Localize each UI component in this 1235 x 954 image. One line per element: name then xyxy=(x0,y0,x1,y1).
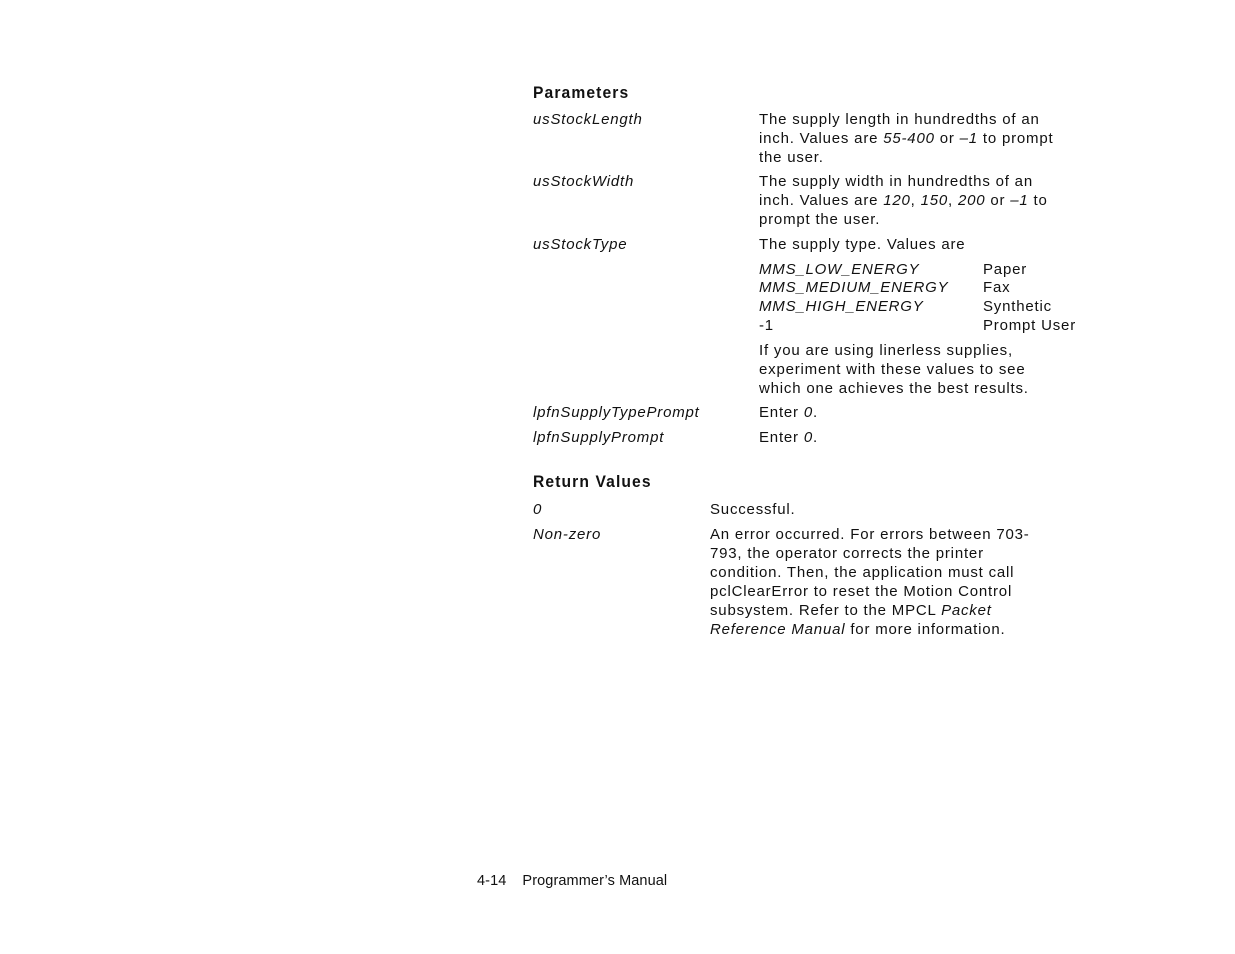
desc-text: to prompt xyxy=(977,130,1054,147)
value-option: 0 xyxy=(803,404,813,421)
desc-text: , xyxy=(910,192,921,209)
desc-text: for more information. xyxy=(845,621,1006,638)
value-option: 150 xyxy=(920,192,949,209)
param-desc-usstocklength xyxy=(759,110,1099,167)
desc-text: . xyxy=(812,404,818,421)
desc-line: pclClearError to reset the Motion Control xyxy=(710,583,1013,600)
value-option: 200 xyxy=(957,192,986,209)
manual-name: Programmer’s Manual xyxy=(522,873,668,889)
desc-line xyxy=(759,191,1099,210)
note-line: which one achieves the best results. xyxy=(759,380,1029,397)
desc-text: inch. Values are xyxy=(759,192,884,209)
note-line: experiment with these values to see xyxy=(759,361,1026,378)
parameters-heading: Parameters xyxy=(533,83,630,102)
value-option: 0 xyxy=(803,429,813,446)
return-desc-zero: Successful. xyxy=(710,501,796,518)
desc-text: subsystem. Refer to the MPCL xyxy=(710,602,942,619)
value-option: 120 xyxy=(883,192,911,209)
desc-line xyxy=(710,601,1110,620)
value-code: MMS_LOW_ENERGY xyxy=(759,261,920,278)
param-name-lpfnsupplyprompt: lpfnSupplyPrompt xyxy=(533,429,665,446)
desc-line: condition. Then, the application must call xyxy=(710,564,1015,581)
value-code: MMS_HIGH_ENERGY xyxy=(759,298,924,315)
desc-line: The supply width in hundredths of an xyxy=(759,173,1033,190)
value-prompt: –1 xyxy=(959,130,978,147)
param-name-usstocklength: usStockLength xyxy=(533,111,643,128)
desc-text: to xyxy=(1028,192,1048,209)
value-code: MMS_MEDIUM_ENERGY xyxy=(759,279,949,296)
desc-line: 793, the operator corrects the printer xyxy=(710,545,984,562)
param-desc-usstockwidth xyxy=(759,172,1099,229)
desc-text: or xyxy=(985,192,1011,209)
desc-text: . xyxy=(812,429,818,446)
value-code: -1 xyxy=(759,317,774,334)
manual-title: Reference Manual xyxy=(710,621,846,638)
desc-text: , xyxy=(948,192,958,209)
manual-title: Packet xyxy=(941,602,992,619)
return-name-zero: 0 xyxy=(533,501,543,518)
note-line: If you are using linerless supplies, xyxy=(759,342,1013,359)
return-desc-nonzero xyxy=(710,525,1110,639)
param-desc-lpfnsupplytypeprompt xyxy=(759,403,818,422)
param-desc-lpfnsupplyprompt xyxy=(759,428,818,447)
param-name-lpfnsupplytypeprompt: lpfnSupplyTypePrompt xyxy=(533,404,700,421)
desc-line xyxy=(710,620,1110,639)
desc-text: inch. Values are xyxy=(759,130,884,147)
value-meaning: Paper xyxy=(983,261,1028,278)
value-meaning: Synthetic xyxy=(983,298,1052,315)
desc-line: An error occurred. For errors between 703- xyxy=(710,526,1030,543)
value-meaning: Prompt User xyxy=(983,317,1076,334)
desc-line xyxy=(759,129,1099,148)
desc-line: the user. xyxy=(759,149,824,166)
desc-line: The supply length in hundredths of an xyxy=(759,111,1040,128)
return-values-heading: Return Values xyxy=(533,472,652,491)
param-note-linerless xyxy=(759,341,1099,398)
param-desc-usstocktype: The supply type. Values are xyxy=(759,236,966,253)
desc-line: prompt the user. xyxy=(759,211,881,228)
desc-text: Enter xyxy=(759,429,804,446)
page-number: 4-14 xyxy=(477,873,507,889)
page-footer xyxy=(477,873,667,889)
return-name-nonzero: Non-zero xyxy=(533,526,602,543)
desc-text: Enter xyxy=(759,404,804,421)
value-prompt: –1 xyxy=(1010,192,1029,209)
param-name-usstockwidth: usStockWidth xyxy=(533,173,635,190)
desc-text: or xyxy=(934,130,960,147)
value-range: 55-400 xyxy=(883,130,935,147)
value-meaning: Fax xyxy=(983,279,1011,296)
param-name-usstocktype: usStockType xyxy=(533,236,628,253)
